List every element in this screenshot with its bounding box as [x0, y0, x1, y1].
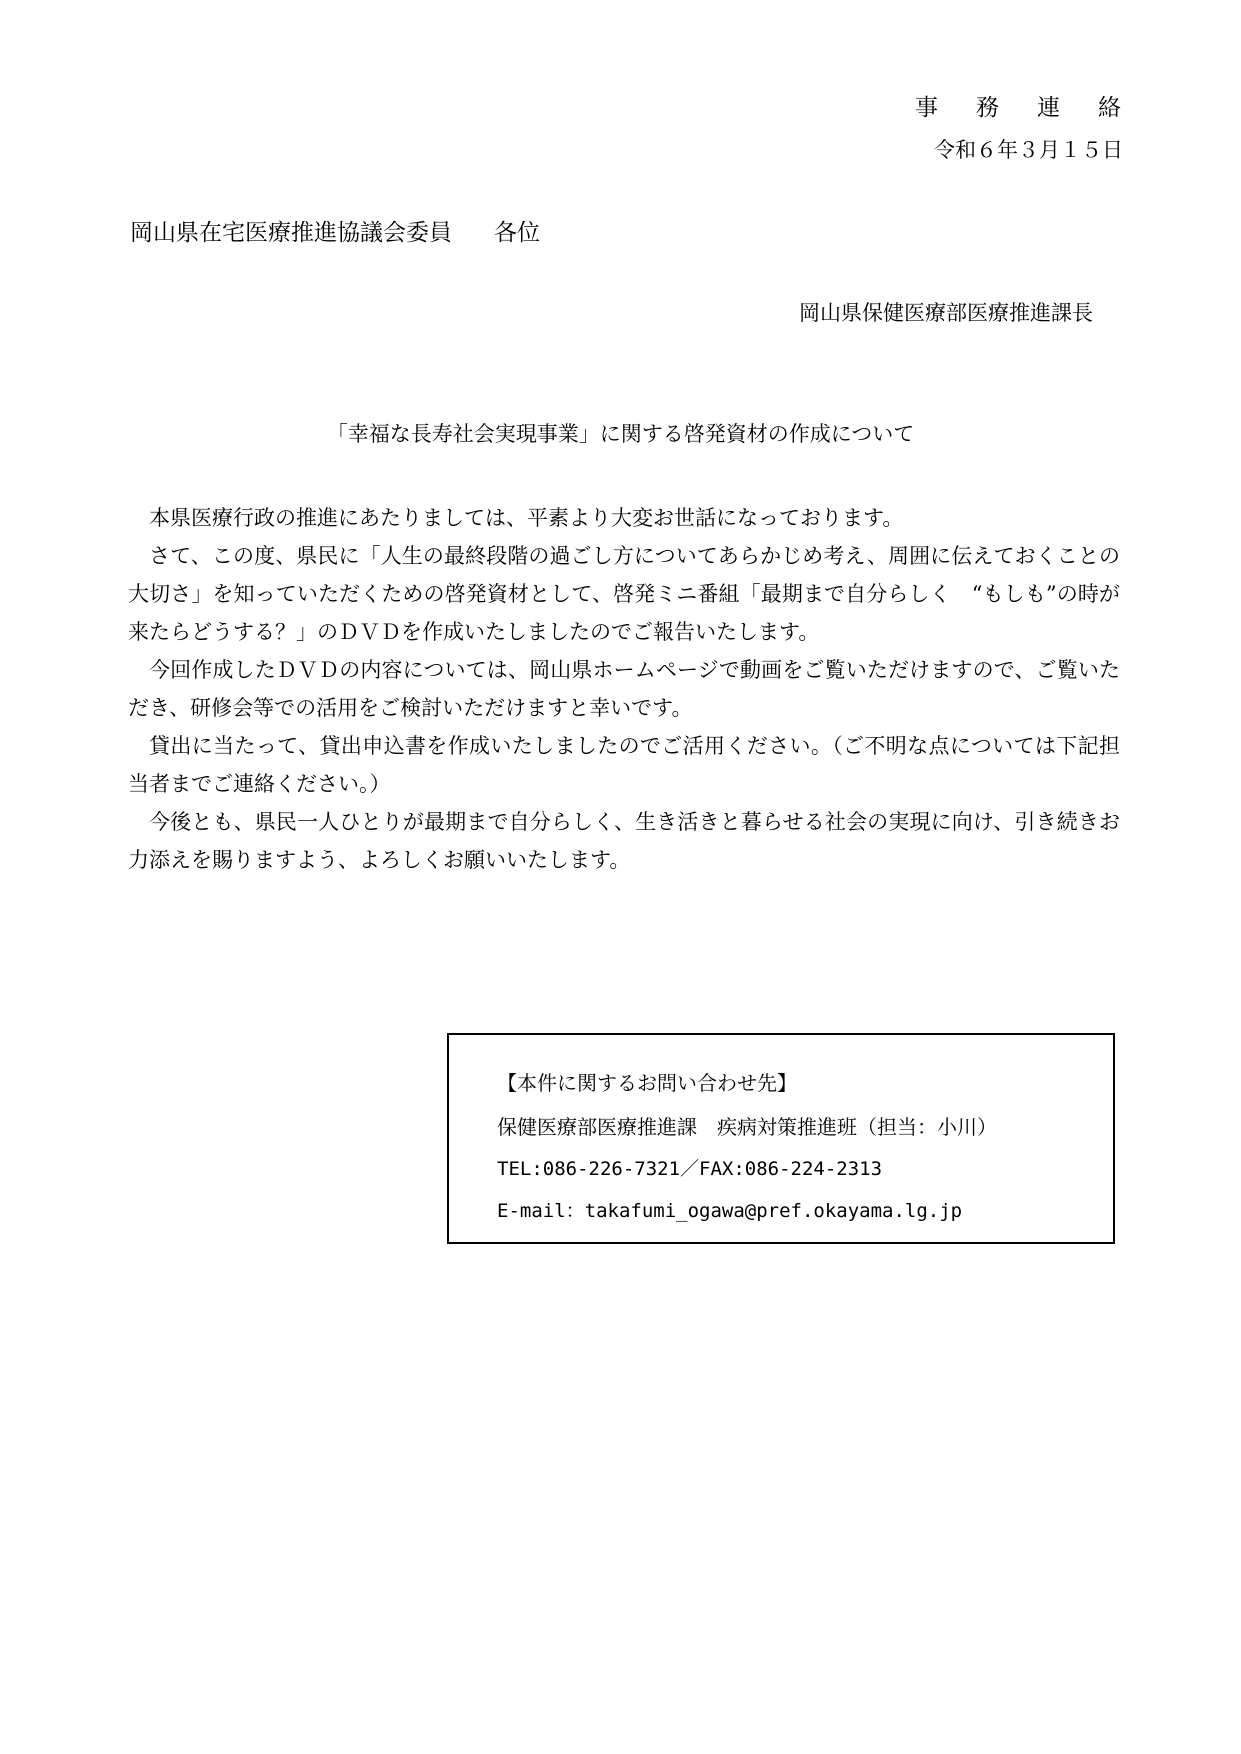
document-subject: 「幸福な長寿社会実現事業」に関する啓発資材の作成について [326, 422, 915, 446]
contact-tel-fax: TEL:086-226-7321／FAX:086-224-2313 [497, 1158, 883, 1180]
body-paragraph: 今回作成したＤＶＤの内容については、岡山県ホームページで動画をご覧いただけますので、ご覧いただき、研修会等での活用をご検討いただけますと幸いです。 [128, 658, 1120, 720]
document-date: 令和６年３月１５日 [934, 138, 1123, 162]
body-paragraph: 今後とも、県民一人ひとりが最期まで自分らしく、生き活きと暮らせる社会の実現に向け、引き続きお力添えを賜りますよう、よろしくお願いいたします。 [128, 810, 1120, 872]
contact-department: 保健医療部医療推進課 疾病対策推進班（担当：小川） [497, 1115, 997, 1139]
addressee [130, 217, 540, 249]
body-paragraph: さて、この度、県民に「人生の最終段階の過ごし方についてあらかじめ考え、周囲に伝えておくことの大切さ」を知っていただくための啓発資材として、啓発ミニ番組「最期まで自分らしく “もしも”の時が来たらどうする？」のＤＶＤを作成いたしましたのでご報告いたします。 [128, 544, 1120, 644]
document-body [128, 499, 1120, 879]
document-type: 事務連絡 [915, 95, 1159, 121]
body-paragraph: 本県医療行政の推進にあたりましては、平素より大変お世話になっております。 [149, 506, 904, 530]
body-paragraph: 貸出に当たって、貸出申込書を作成いたしましたのでご活用ください。（ご不明な点については下記担当者までご連絡ください。） [128, 734, 1120, 796]
contact-box [447, 1033, 1115, 1244]
sender: 岡山県保健医療部医療推進課長 [799, 301, 1093, 325]
contact-heading: 【本件に関するお問い合わせ先】 [497, 1071, 797, 1095]
addressee-name: 岡山県在宅医療推進協議会委員 [130, 220, 452, 246]
addressee-honorific: 各位 [494, 220, 540, 246]
contact-email[interactable]: E-mail：takafumi_ogawa@pref.okayama.lg.jp [497, 1200, 963, 1222]
